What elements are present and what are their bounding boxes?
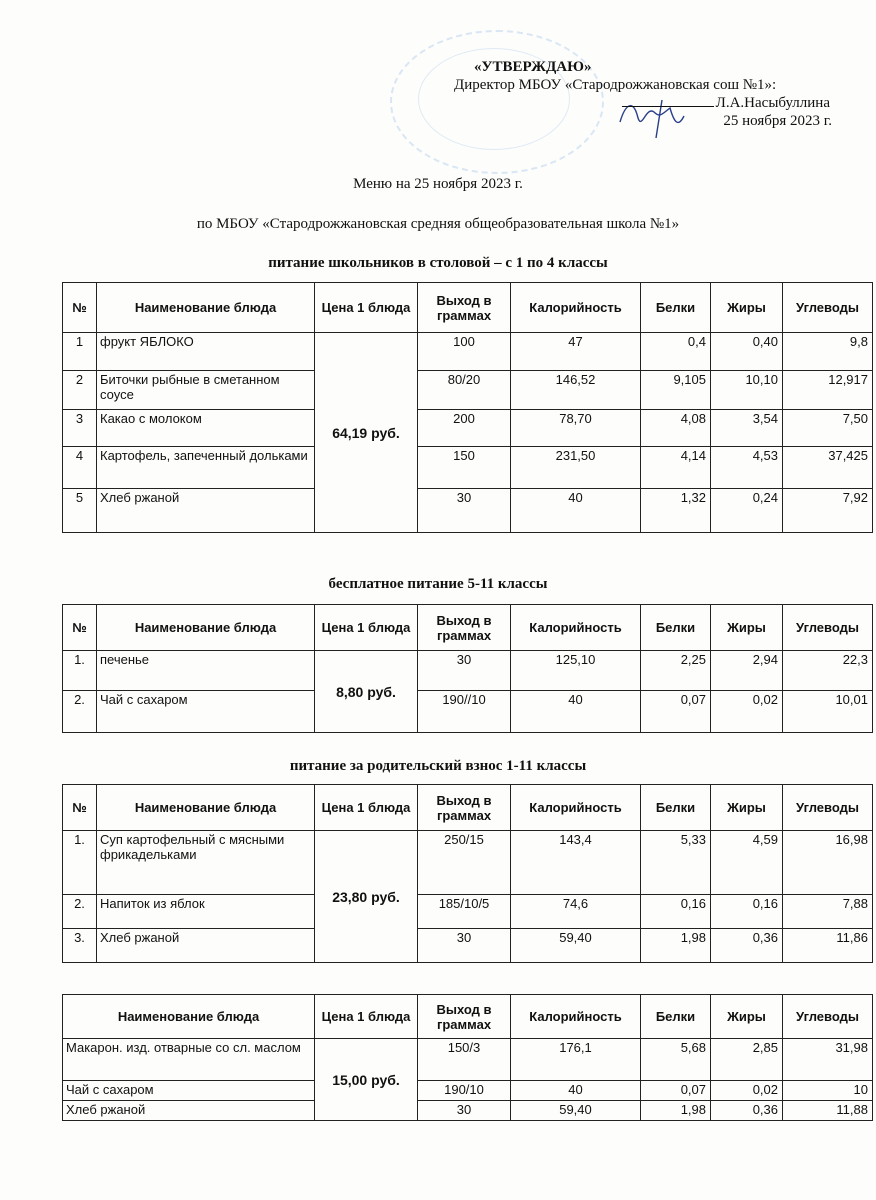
- row-weight: 150: [418, 447, 511, 489]
- table-row: [63, 831, 873, 895]
- row-num: 2: [63, 371, 97, 410]
- menu-table-2: [62, 604, 873, 733]
- row-num: 1: [63, 333, 97, 371]
- row-name: Хлеб ржаной: [97, 929, 315, 963]
- row-protein: 9,105: [641, 371, 711, 410]
- col-carbs: Углеводы: [783, 995, 873, 1039]
- row-calories: 231,50: [511, 447, 641, 489]
- col-protein: Белки: [641, 785, 711, 831]
- col-fat: Жиры: [711, 605, 783, 651]
- col-protein: Белки: [641, 283, 711, 333]
- row-carbs: 16,98: [783, 831, 873, 895]
- col-name: Наименование блюда: [97, 605, 315, 651]
- col-calories: Калорийность: [511, 995, 641, 1039]
- row-calories: 40: [511, 489, 641, 533]
- row-protein: 4,14: [641, 447, 711, 489]
- row-weight: 190/10: [418, 1081, 511, 1101]
- table-row: [63, 1101, 873, 1121]
- row-name: Суп картофельный с мясными фрикадельками: [97, 831, 315, 895]
- row-calories: 146,52: [511, 371, 641, 410]
- col-name: Наименование блюда: [63, 995, 315, 1039]
- row-num: 2.: [63, 691, 97, 733]
- col-price: Цена 1 блюда: [315, 283, 418, 333]
- col-carbs: Углеводы: [783, 283, 873, 333]
- table-row: [63, 447, 873, 489]
- row-weight: 100: [418, 333, 511, 371]
- row-protein: 5,33: [641, 831, 711, 895]
- table-row: [63, 489, 873, 533]
- row-fat: 4,53: [711, 447, 783, 489]
- row-fat: 10,10: [711, 371, 783, 410]
- row-carbs: 7,92: [783, 489, 873, 533]
- row-num: 2.: [63, 895, 97, 929]
- table-row: [63, 1039, 873, 1081]
- row-weight: 185/10/5: [418, 895, 511, 929]
- row-carbs: 22,3: [783, 651, 873, 691]
- row-num: 3: [63, 410, 97, 447]
- row-fat: 3,54: [711, 410, 783, 447]
- row-protein: 0,07: [641, 691, 711, 733]
- col-num: №: [63, 283, 97, 333]
- table-row: [63, 691, 873, 733]
- section-title-3: питание за родительский взнос 1-11 классы: [289, 758, 587, 774]
- row-calories: 125,10: [511, 651, 641, 691]
- row-carbs: 10,01: [783, 691, 873, 733]
- row-name: Напиток из яблок: [97, 895, 315, 929]
- row-weight: 30: [418, 1101, 511, 1121]
- row-protein: 1,98: [641, 929, 711, 963]
- row-protein: 5,68: [641, 1039, 711, 1081]
- section-title-2: бесплатное питание 5-11 классы: [328, 576, 548, 592]
- row-price: 64,19 руб.: [315, 333, 418, 533]
- row-name: Картофель, запеченный дольками: [97, 447, 315, 489]
- row-fat: 0,40: [711, 333, 783, 371]
- row-weight: 190//10: [418, 691, 511, 733]
- row-fat: 4,59: [711, 831, 783, 895]
- row-fat: 2,94: [711, 651, 783, 691]
- row-calories: 176,1: [511, 1039, 641, 1081]
- row-protein: 0,07: [641, 1081, 711, 1101]
- col-fat: Жиры: [711, 995, 783, 1039]
- approval-block: [412, 58, 832, 130]
- row-protein: 0,16: [641, 895, 711, 929]
- row-carbs: 9,8: [783, 333, 873, 371]
- col-fat: Жиры: [711, 283, 783, 333]
- row-name: Хлеб ржаной: [63, 1101, 315, 1121]
- approval-director-line: [412, 94, 832, 112]
- menu-table-1: [62, 282, 873, 533]
- table-row: [63, 1081, 873, 1101]
- row-calories: 78,70: [511, 410, 641, 447]
- col-weight: Выход в граммах: [418, 785, 511, 831]
- row-protein: 2,25: [641, 651, 711, 691]
- col-protein: Белки: [641, 995, 711, 1039]
- signature-line: [622, 94, 714, 107]
- row-calories: 40: [511, 1081, 641, 1101]
- col-num: №: [63, 785, 97, 831]
- row-price: 8,80 руб.: [315, 651, 418, 733]
- row-carbs: 11,86: [783, 929, 873, 963]
- row-calories: 47: [511, 333, 641, 371]
- row-weight: 150/3: [418, 1039, 511, 1081]
- row-protein: 4,08: [641, 410, 711, 447]
- row-fat: 0,24: [711, 489, 783, 533]
- row-num: 4: [63, 447, 97, 489]
- row-protein: 0,4: [641, 333, 711, 371]
- col-calories: Калорийность: [511, 785, 641, 831]
- row-carbs: 11,88: [783, 1101, 873, 1121]
- col-price: Цена 1 блюда: [315, 995, 418, 1039]
- approval-title: «УТВЕРЖДАЮ»: [474, 59, 592, 75]
- row-calories: 59,40: [511, 1101, 641, 1121]
- row-carbs: 10: [783, 1081, 873, 1101]
- col-calories: Калорийность: [511, 605, 641, 651]
- col-weight: Выход в граммах: [418, 283, 511, 333]
- row-name: Чай с сахаром: [97, 691, 315, 733]
- row-fat: 2,85: [711, 1039, 783, 1081]
- row-weight: 30: [418, 929, 511, 963]
- row-calories: 59,40: [511, 929, 641, 963]
- col-calories: Калорийность: [511, 283, 641, 333]
- row-carbs: 7,88: [783, 895, 873, 929]
- col-name: Наименование блюда: [97, 785, 315, 831]
- approval-director: Л.А.Насыбуллина: [715, 95, 830, 111]
- menu-table-4: [62, 994, 873, 1121]
- table-row: [63, 333, 873, 371]
- menu-table-3: [62, 784, 873, 963]
- col-price: Цена 1 блюда: [315, 785, 418, 831]
- table-row: [63, 929, 873, 963]
- row-fat: 0,36: [711, 1101, 783, 1121]
- row-name: Макарон. изд. отварные со сл. маслом: [63, 1039, 315, 1081]
- col-price: Цена 1 блюда: [315, 605, 418, 651]
- row-fat: 0,02: [711, 1081, 783, 1101]
- row-weight: 30: [418, 651, 511, 691]
- row-num: 1.: [63, 651, 97, 691]
- row-carbs: 7,50: [783, 410, 873, 447]
- col-num: №: [63, 605, 97, 651]
- approval-date: 25 ноября 2023 г.: [723, 113, 832, 129]
- row-weight: 30: [418, 489, 511, 533]
- row-fat: 0,16: [711, 895, 783, 929]
- table-row: [63, 895, 873, 929]
- row-calories: 143,4: [511, 831, 641, 895]
- row-num: 3.: [63, 929, 97, 963]
- row-carbs: 12,917: [783, 371, 873, 410]
- col-carbs: Углеводы: [783, 785, 873, 831]
- approval-position: Директор МБОУ «Стародрожжановская сош №1»:: [454, 77, 777, 93]
- row-calories: 74,6: [511, 895, 641, 929]
- row-carbs: 37,425: [783, 447, 873, 489]
- row-weight: 80/20: [418, 371, 511, 410]
- col-weight: Выход в граммах: [418, 605, 511, 651]
- row-name: Хлеб ржаной: [97, 489, 315, 533]
- col-fat: Жиры: [711, 785, 783, 831]
- col-protein: Белки: [641, 605, 711, 651]
- row-weight: 200: [418, 410, 511, 447]
- table-row: [63, 410, 873, 447]
- row-fat: 0,02: [711, 691, 783, 733]
- row-num: 5: [63, 489, 97, 533]
- menu-date-title: Меню на 25 ноября 2023 г.: [353, 176, 523, 192]
- table-row: [63, 651, 873, 691]
- col-weight: Выход в граммах: [418, 995, 511, 1039]
- row-name: Какао с молоком: [97, 410, 315, 447]
- row-name: Биточки рыбные в сметанном соусе: [97, 371, 315, 410]
- row-name: фрукт ЯБЛОКО: [97, 333, 315, 371]
- row-price: 15,00 руб.: [315, 1039, 418, 1121]
- section-title-1: питание школьников в столовой – с 1 по 4 классы: [268, 255, 608, 271]
- row-weight: 250/15: [418, 831, 511, 895]
- row-name: печенье: [97, 651, 315, 691]
- table-row: [63, 371, 873, 410]
- row-protein: 1,32: [641, 489, 711, 533]
- row-fat: 0,36: [711, 929, 783, 963]
- col-name: Наименование блюда: [97, 283, 315, 333]
- col-carbs: Углеводы: [783, 605, 873, 651]
- row-num: 1.: [63, 831, 97, 895]
- row-name: Чай с сахаром: [63, 1081, 315, 1101]
- row-calories: 40: [511, 691, 641, 733]
- school-name: по МБОУ «Стародрожжановская средняя общеобразовательная школа №1»: [196, 216, 680, 232]
- row-protein: 1,98: [641, 1101, 711, 1121]
- row-carbs: 31,98: [783, 1039, 873, 1081]
- row-price: 23,80 руб.: [315, 831, 418, 963]
